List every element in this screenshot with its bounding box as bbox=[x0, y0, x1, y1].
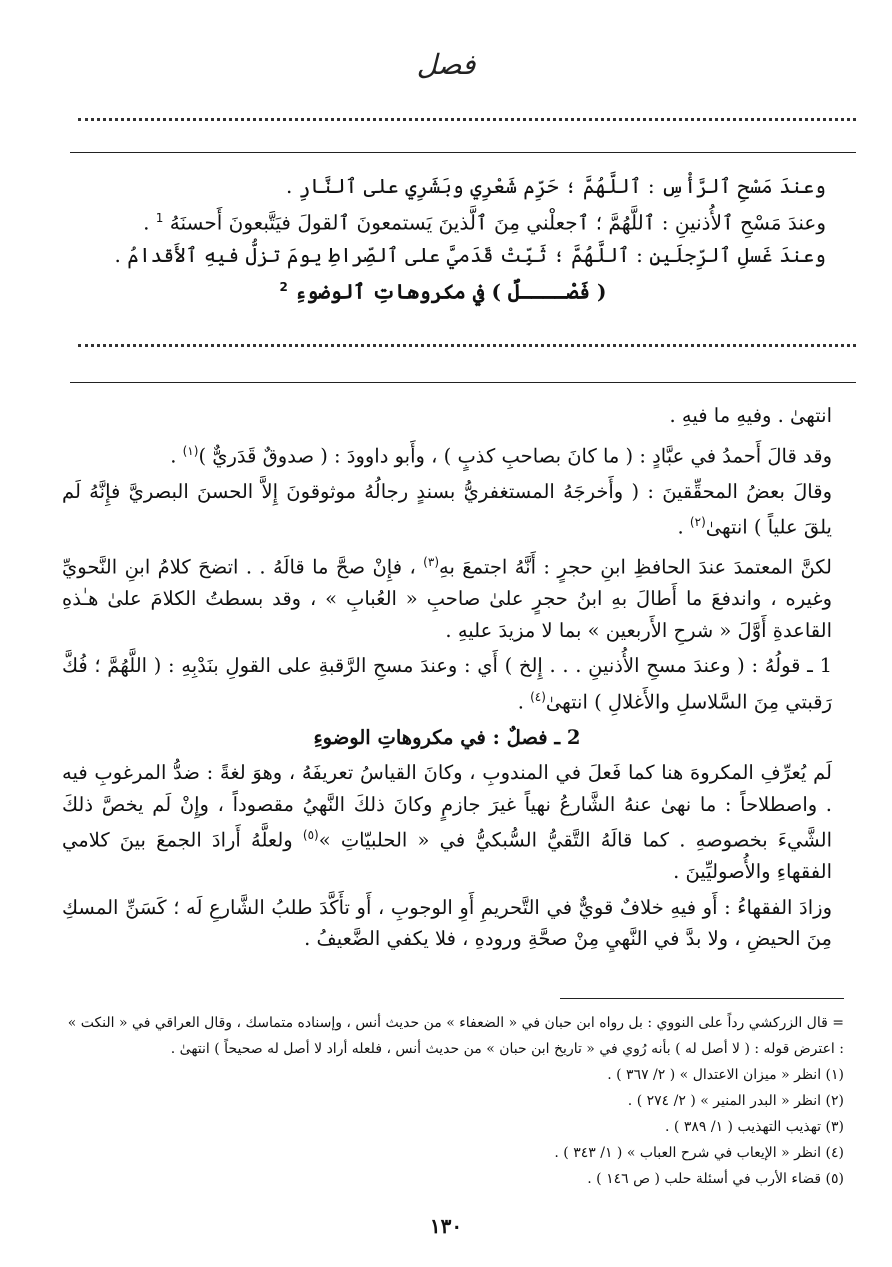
matn-line: وعندَ مَسْحِ ٱلأُذنينِ : ٱللَّهُمَّ ؛ ٱجعلْني مِنَ ٱلَّذينَ يَستمعونَ ٱلقولَ فيَتَّبعونَ أَحسنَهُ $^1$ . bbox=[143, 210, 826, 235]
footnote-ref[interactable]: (١) bbox=[182, 443, 199, 458]
section-title: ( فَصْــــلٌ ) في مكروهاتِ ٱلوضوءِ $^2$ bbox=[279, 279, 607, 304]
main-text bbox=[60, 170, 826, 307]
commentary-heading: 2 ـ فصلٌ : في مكروهاتِ الوضوءِ bbox=[313, 725, 581, 749]
commentary-paragraph: 1 ـ قولُهُ : ( وعندَ مسحِ الأُذنينِ . . . إِلخ ) أَي : وعندَ مسحِ الرَّقبةِ على القولِ بنَدْبِهِ : ( اللَّهُمَّ ؛ فُكَّ رَقبتي مِنَ السَّلاسلِ والأَغلالِ ) انتهىٰ$^{(٤)}$ . bbox=[62, 654, 832, 713]
rule-top bbox=[70, 152, 856, 153]
commentary-paragraph: لَم يُعرِّفِ المكروهَ هنا كما فَعلَ في المندوبِ ، وكانَ القياسُ تعريفَهُ ، وهوَ لغةً : ضدُّ المرغوبِ فيه . واصطلاحاً : ما نهىٰ عنهُ الشَّارعُ نهياً غيرَ جازمٍ وكانَ ذلكَ النَّهيُ مقصوداً ، وإِنْ لَم يخصَّ ذلكَ الشَّيءَ بخصوصهِ . كما قالَهُ التَّقيُّ السُّبكيُّ في « الحلبيّاتِ »$^{(٥)}$ ولعلَّهُ أَرادَ الجمعَ بينَ كلامي الفقهاءِ والأُصوليِّينَ . bbox=[62, 761, 832, 883]
footnote-item: (٣) تهذيب التهذيب ( ١/ ٣٨٩ ) . bbox=[665, 1119, 844, 1135]
dotted-divider-top bbox=[78, 118, 856, 121]
footnote-ref[interactable]: (٢) bbox=[689, 515, 706, 529]
dotted-divider-middle bbox=[78, 344, 856, 347]
rule-middle bbox=[70, 382, 856, 383]
commentary bbox=[62, 400, 832, 959]
footnote-marker[interactable]: 2 bbox=[279, 279, 288, 294]
matn-line: وعندَ مَسْحِ ٱلرَّأْسِ : ٱللَّهُمَّ ؛ حَرِّم شَعْرِي وبَشَرِي على ٱلنَّارِ . bbox=[285, 174, 826, 198]
header-ornament: فصل bbox=[416, 48, 476, 81]
footnote-marker[interactable]: 1 bbox=[155, 211, 164, 225]
page-number: ١٣٠ bbox=[429, 1214, 463, 1238]
footnote-item: (١) انظر « ميزان الاعتدال » ( ٢/ ٣٦٧ ) . bbox=[607, 1067, 844, 1083]
footnote-rule bbox=[560, 998, 844, 999]
footnote-item: (٤) انظر « الإيعاب في شرح العباب » ( ١/ ٣٤٣ ) . bbox=[554, 1145, 844, 1161]
footnote-ref[interactable]: (٥) bbox=[302, 828, 319, 842]
footnote-ref[interactable]: (٣) bbox=[423, 555, 439, 569]
commentary-paragraph: وزادَ الفقهاءُ : أَو فيهِ خلافٌ قويٌّ في التَّحريمِ أَوِ الوجوبِ ، أَو تأَكَّدَ طلبُ الشَّارعِ لَه ؛ كَسَنِّ المسكِ مِنَ الحيضِ ، ولا بدَّ في النَّهيِ مِنْ صحَّةِ ورودهِ ، فلا يكفي الضَّعيفُ . bbox=[62, 895, 832, 950]
commentary-paragraph: وقد قالَ أَحمدُ في عبَّادٍ : ( ما كانَ بصاحبِ كذبٍ ) ، وأَبو داوودَ : ( صدوقٌ قَدَريٌّ )$^{(١)}$ . bbox=[170, 443, 832, 467]
footnote-ref[interactable]: (٤) bbox=[530, 689, 546, 704]
footnote-continuation: = قال الزركشي رداً على النووي : بل رواه ابن حبان في « الضعفاء » من حديث أنس ، وإسناده متماسك ، وقال العراقي في « النكت » : اعترض قوله : ( لا أصل له ) بأنه رُوي في « تاريخ ابن حبان » من حديث أنس ، فلعله أراد لا أصل له صحيحاً ) انتهىٰ . bbox=[67, 1015, 844, 1057]
commentary-paragraph: لكنَّ المعتمدَ عندَ الحافظِ ابنِ حجرٍ : أَنَّهُ اجتمعَ بهِ$^{(٣)}$ ، فإِنْ صحَّ ما قالَهُ . . اتضحَ كلامُ ابنِ النَّحويِّ وغيره ، واندفعَ ما أَطالَ بهِ ابنُ حجرٍ علىٰ صاحبِ « العُبابِ » ، وقد بسطتُ الكلامَ علىٰ هـٰذهِ القاعدةِ أَوَّلَ « شرحِ الأَربعين » بما لا مزيدَ عليهِ . bbox=[62, 555, 832, 642]
footnote-item: (٢) انظر « البدر المنير » ( ٢/ ٢٧٤ ) . bbox=[627, 1093, 844, 1109]
footnotes bbox=[60, 1010, 844, 1192]
matn-line: وعندَ غَسلِ ٱلرِّجلَينِ : ٱللَّهُمَّ ؛ ثَبِّتْ قَدَميَّ على ٱلصِّراطِ يومَ تزلُّ فيهِ ٱلأَقدامُ . bbox=[114, 242, 826, 267]
commentary-paragraph: انتهىٰ . وفيهِ ما فيهِ . bbox=[669, 404, 832, 427]
footnote-item: (٥) قضاء الأرب في أسئلة حلب ( ص ١٤٦ ) . bbox=[587, 1171, 844, 1187]
commentary-paragraph: وقالَ بعضُ المحقِّقينَ : ( وأَخرجَهُ المستغفريُّ بسندٍ رجالُهُ موثوقونَ إِلاَّ الحسنَ البصريَّ فإِنَّهُ لَم يلقَ علياً ) انتهىٰ$^{(٢)}$ . bbox=[62, 479, 832, 539]
